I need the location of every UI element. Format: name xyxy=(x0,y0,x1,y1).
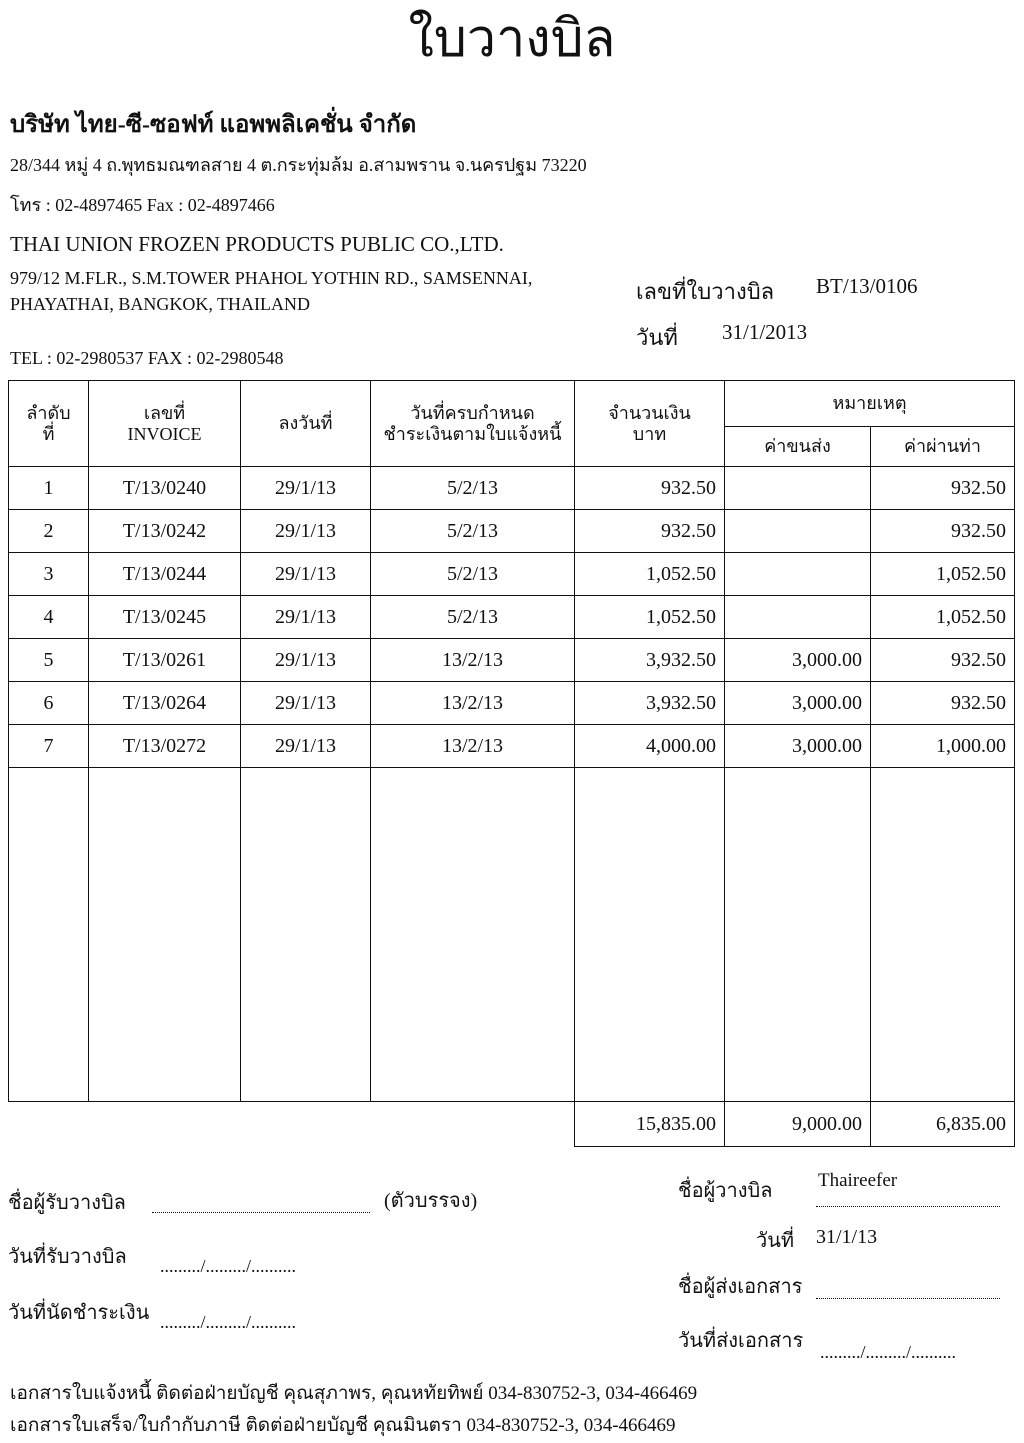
receiver-note: (ตัวบรรจง) xyxy=(384,1190,478,1212)
table-row: 2 T/13/0242 29/1/13 5/2/13 932.50 932.50 xyxy=(9,510,1015,553)
biller-name: Thaireefer xyxy=(818,1170,898,1191)
header-remarks: หมายเหตุ xyxy=(725,381,1015,427)
bill-number: BT/13/0106 xyxy=(816,274,918,298)
header-date: ลงวันที่ xyxy=(241,381,371,467)
footer-receipt-contact: เอกสารใบเสร็จ/ใบกำกับภาษี ติดต่อฝ่ายบัญชี คุณมินตรา 034-830752-3, 034-466469 xyxy=(10,1415,676,1436)
receiver-name-field[interactable] xyxy=(152,1196,370,1213)
sender-company-name: บริษัท ไทย-ซี-ซอฟท์ แอพพลิเคชั่น จำกัด xyxy=(10,112,417,138)
total-amount: 15,835.00 xyxy=(575,1102,725,1147)
table-row: 1 T/13/0240 29/1/13 5/2/13 932.50 932.50 xyxy=(9,467,1015,510)
biller-date: 31/1/13 xyxy=(816,1226,878,1248)
table-row: 6 T/13/0264 29/1/13 13/2/13 3,932.50 3,000.00 932.50 xyxy=(9,682,1015,725)
payment-date-label: วันที่นัดชำระเงิน xyxy=(8,1302,150,1324)
total-port-fee: 6,835.00 xyxy=(871,1102,1015,1147)
header-amount: จำนวนเงิน บาท xyxy=(575,381,725,467)
customer-name: THAI UNION FROZEN PRODUCTS PUBLIC CO.,LTD. xyxy=(10,232,504,256)
customer-address-line1: 979/12 M.FLR., S.M.TOWER PHAHOL YOTHIN RD., SAMSENNAI, xyxy=(10,268,533,288)
footer-invoice-contact: เอกสารใบแจ้งหนี้ ติดต่อฝ่ายบัญชี คุณสุภาพร, คุณหทัยทิพย์ 034-830752-3, 034-466469 xyxy=(10,1383,698,1404)
table-row: 7 T/13/0272 29/1/13 13/2/13 4,000.00 3,000.00 1,000.00 xyxy=(9,725,1015,768)
header-port-fee: ค่าผ่านท่า xyxy=(871,427,1015,467)
biller-date-label: วันที่ xyxy=(756,1230,795,1252)
sender-address: 28/344 หมู่ 4 ถ.พุทธมณฑลสาย 4 ต.กระทุ่มล้ม อ.สามพราน จ.นครปฐม 73220 xyxy=(10,155,587,175)
table-row: 5 T/13/0261 29/1/13 13/2/13 3,932.50 3,000.00 932.50 xyxy=(9,639,1015,682)
customer-address-line2: PHAYATHAI, BANGKOK, THAILAND xyxy=(10,294,311,314)
payment-date-field[interactable]: ........./........./.......... xyxy=(160,1312,297,1332)
table-row: 4 T/13/0245 29/1/13 5/2/13 1,052.50 1,052.50 xyxy=(9,596,1015,639)
doc-date-field[interactable]: ........./........./.......... xyxy=(820,1342,957,1362)
doc-sender-field[interactable] xyxy=(816,1284,1000,1299)
bill-number-label: เลขที่ใบวางบิล xyxy=(636,279,775,304)
header-invoice-no: เลขที่ INVOICE xyxy=(89,381,241,467)
receiver-name-label: ชื่อผู้รับวางบิล xyxy=(8,1192,126,1214)
bill-date-label: วันที่ xyxy=(636,325,678,350)
table-empty-space xyxy=(9,768,1015,1102)
bill-table xyxy=(8,380,1015,1147)
received-date-label: วันที่รับวางบิล xyxy=(8,1246,127,1268)
received-date-field[interactable]: ........./........./.......... xyxy=(160,1256,297,1276)
table-row: 3 T/13/0244 29/1/13 5/2/13 1,052.50 1,052.50 xyxy=(9,553,1015,596)
header-seq: ลำดับ ที่ xyxy=(9,381,89,467)
doc-sender-label: ชื่อผู้ส่งเอกสาร xyxy=(678,1276,803,1298)
table-total-row xyxy=(9,1102,1015,1147)
bill-date: 31/1/2013 xyxy=(722,320,808,344)
doc-date-label: วันที่ส่งเอกสาร xyxy=(678,1330,804,1352)
customer-tel: TEL : 02-2980537 FAX : 02-2980548 xyxy=(10,348,284,368)
document-title: ใบวางบิล xyxy=(408,11,616,68)
biller-name-label: ชื่อผู้วางบิล xyxy=(678,1180,773,1202)
total-freight: 9,000.00 xyxy=(725,1102,871,1147)
header-due-date: วันที่ครบกำหนด ชำระเงินตามใบแจ้งหนี้ xyxy=(371,381,575,467)
sender-phone: โทร : 02-4897465 Fax : 02-4897466 xyxy=(10,195,275,215)
header-freight: ค่าขนส่ง xyxy=(725,427,871,467)
